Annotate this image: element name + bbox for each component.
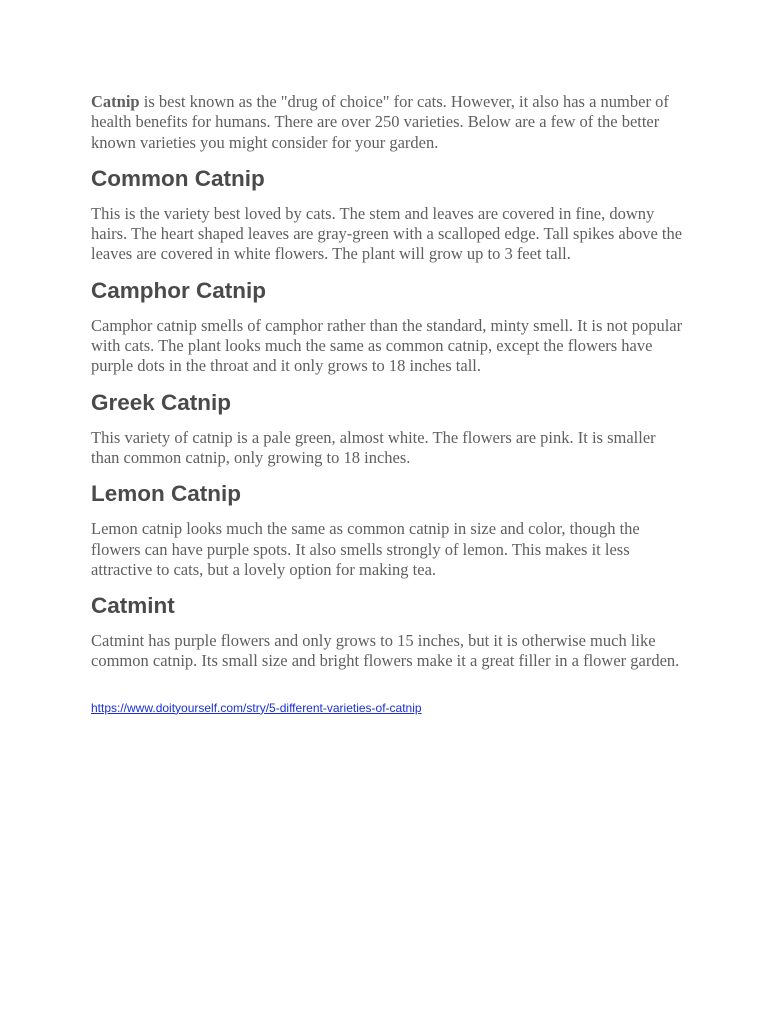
section-lemon-catnip [91,480,687,580]
intro-paragraph [91,92,687,153]
section-catmint [91,592,687,672]
section-heading: Greek Catnip [91,389,232,415]
section-heading: Camphor Catnip [91,277,267,303]
section-heading: Lemon Catnip [91,481,241,507]
section-heading: Common Catnip [91,165,265,191]
section-camphor-catnip [91,277,687,377]
source-link[interactable]: https://www.doityourself.com/stry/5-different-varieties-of-catnip [91,700,422,715]
section-heading: Catmint [91,593,175,619]
section-body: This is the variety best loved by cats. The stem and leaves are covered in fine, downy hairs. The heart shaped leaves are gray-green with a scalloped edge. Tall spikes above the leaves are covered in white flowers. The plant will grow up to 3 feet tall. [91,203,683,264]
section-greek-catnip [91,389,687,469]
section-body: This variety of catnip is a pale green, almost white. The flowers are pink. It is smaller than common catnip, only growing to 18 inches. [91,427,656,467]
intro-text: is best known as the "drug of choice" for cats. However, it also has a number of health benefits for humans. There are over 250 varieties. Below are a few of the better known varieties you might consider for your garden. [91,92,669,152]
document-body [91,92,687,717]
section-common-catnip [91,165,687,265]
section-body: Catmint has purple flowers and only grows to 15 inches, but it is otherwise much like common catnip. Its small size and bright flowers make it a great filler in a flower garden. [91,631,680,671]
section-body: Lemon catnip looks much the same as common catnip in size and color, though the flowers can have purple spots. It also smells strongly of lemon. This makes it less attractive to cats, but a lovely option for making tea. [91,519,640,579]
intro-term: Catnip [91,92,140,111]
section-body: Camphor catnip smells of camphor rather than the standard, minty smell. It is not popular with cats. The plant looks much the same as common catnip, except the flowers have purple dots in the throat and it only grows to 18 inches tall. [91,315,683,376]
